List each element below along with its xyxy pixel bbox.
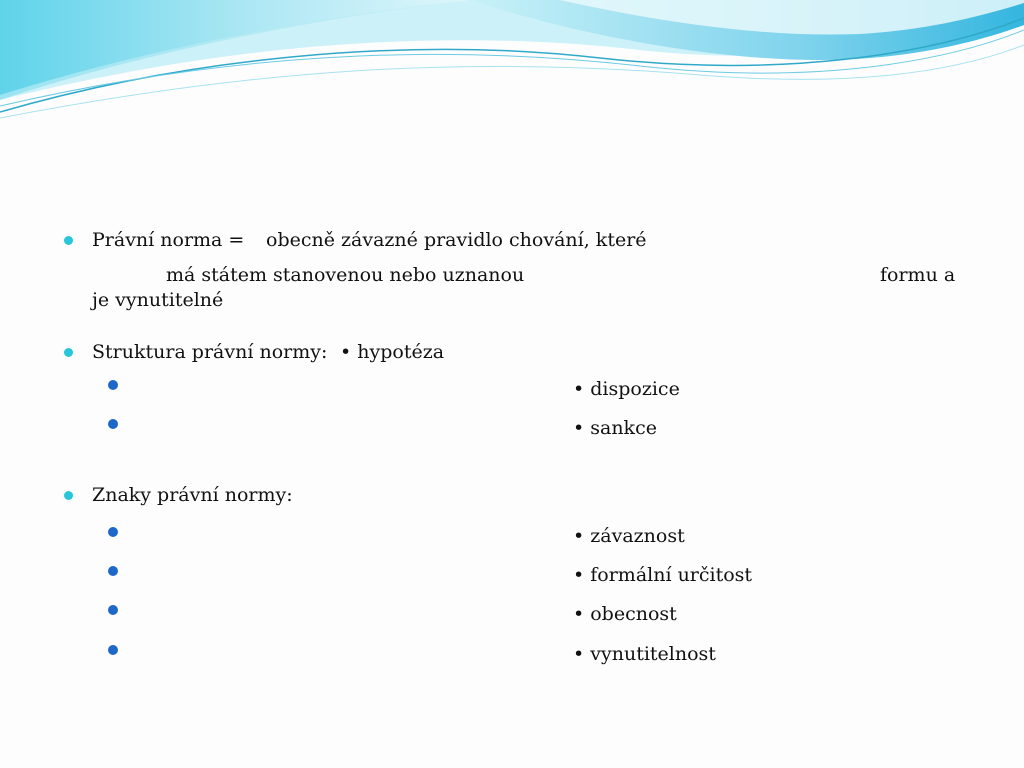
bullet-features — [64, 491, 73, 500]
bullet-features-sub — [108, 527, 118, 537]
header-wave-decoration — [0, 0, 1024, 130]
bullet-structure-sub — [108, 419, 118, 429]
definition-line-2b: formu a — [880, 264, 956, 286]
structure-item-dispozice: • dispozice — [573, 378, 680, 400]
features-item-obecnost: • obecnost — [573, 603, 677, 625]
features-label: Znaky právní normy: — [92, 484, 293, 506]
structure-item-hypoteza: • hypotéza — [340, 341, 445, 363]
features-item-formalni-urcitost: • formální určitost — [573, 564, 753, 586]
features-item-vynutitelnost: • vynutitelnost — [573, 643, 716, 665]
definition-term: Právní norma = — [92, 229, 245, 251]
features-item-zavaznost: • závaznost — [573, 525, 685, 547]
definition-line-1: obecně závazné pravidlo chování, které — [266, 229, 647, 251]
bullet-definition — [64, 236, 73, 245]
bullet-features-sub — [108, 645, 118, 655]
structure-item-sankce: • sankce — [573, 417, 657, 439]
bullet-features-sub — [108, 566, 118, 576]
structure-label: Struktura právní normy: — [92, 341, 328, 363]
bullet-features-sub — [108, 605, 118, 615]
bullet-structure — [64, 348, 73, 357]
definition-line-3: je vynutitelné — [92, 289, 224, 311]
bullet-structure-sub — [108, 380, 118, 390]
definition-line-2a: má státem stanovenou nebo uznanou — [166, 264, 525, 286]
